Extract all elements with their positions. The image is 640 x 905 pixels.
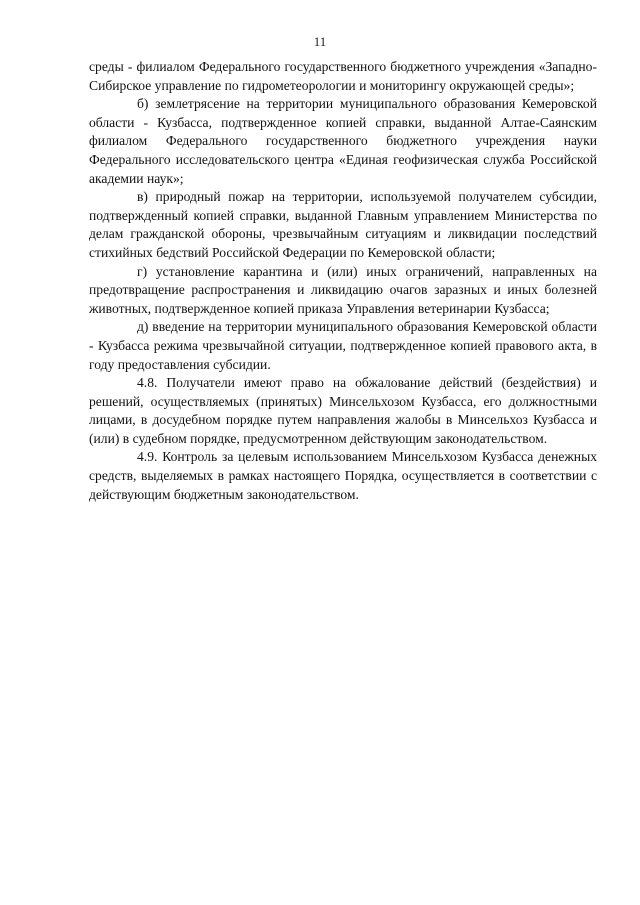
paragraph-4-8: 4.8. Получатели имеют право на обжалование действий (бездействия) и решений, осуществляемых (принятых) Минсельхозом Кузбасса, его должностными лицами, в досудебном порядке путем направления жалобы в Минсельхоз Кузбасса и (или) в судебном порядке, предусмотренном действующим законодательством. — [89, 375, 597, 446]
paragraph-item-v: в) природный пожар на территории, используемой получателем субсидии, подтвержденный копией справки, выданной Главным управлением Министерства по делам гражданской обороны, чрезвычайным ситуациям и ликвидации последствий стихийных бедствий Российской Федерации по Кемеровской области; — [89, 189, 597, 260]
paragraph-4-9: 4.9. Контроль за целевым использованием Минсельхозом Кузбасса денежных средств, выделяемых в рамках настоящего Порядка, осуществляется в соответствии с действующим бюджетным законодательством. — [89, 449, 597, 502]
paragraph-continuation: среды - филиалом Федерального государственного бюджетного учреждения «Западно-Сибирское управление по гидрометеорологии и мониторингу окружающей среды»; — [89, 59, 597, 93]
page-number: 11 — [313, 34, 327, 49]
paragraph-item-g: г) установление карантина и (или) иных ограничений, направленных на предотвращение распространения и ликвидацию очагов заразных и иных болезней животных, подтвержденное копией приказа Управления ветеринарии Кузбасса; — [89, 263, 597, 316]
document-body — [89, 58, 597, 504]
paragraph-item-d: д) введение на территории муниципального образования Кемеровской области - Кузбасса режима чрезвычайной ситуации, подтвержденное копией правового акта, в году предоставления субсидии. — [89, 319, 597, 372]
paragraph-item-b: б) землетрясение на территории муниципального образования Кемеровской области - Кузбасса, подтвержденное копией справки, выданной Алтае-Саянским филиалом Федерального государственного бюджетного учреждения науки Федерального исследовательского центра «Единая геофизическая служба Российской академии наук»; — [89, 96, 597, 186]
